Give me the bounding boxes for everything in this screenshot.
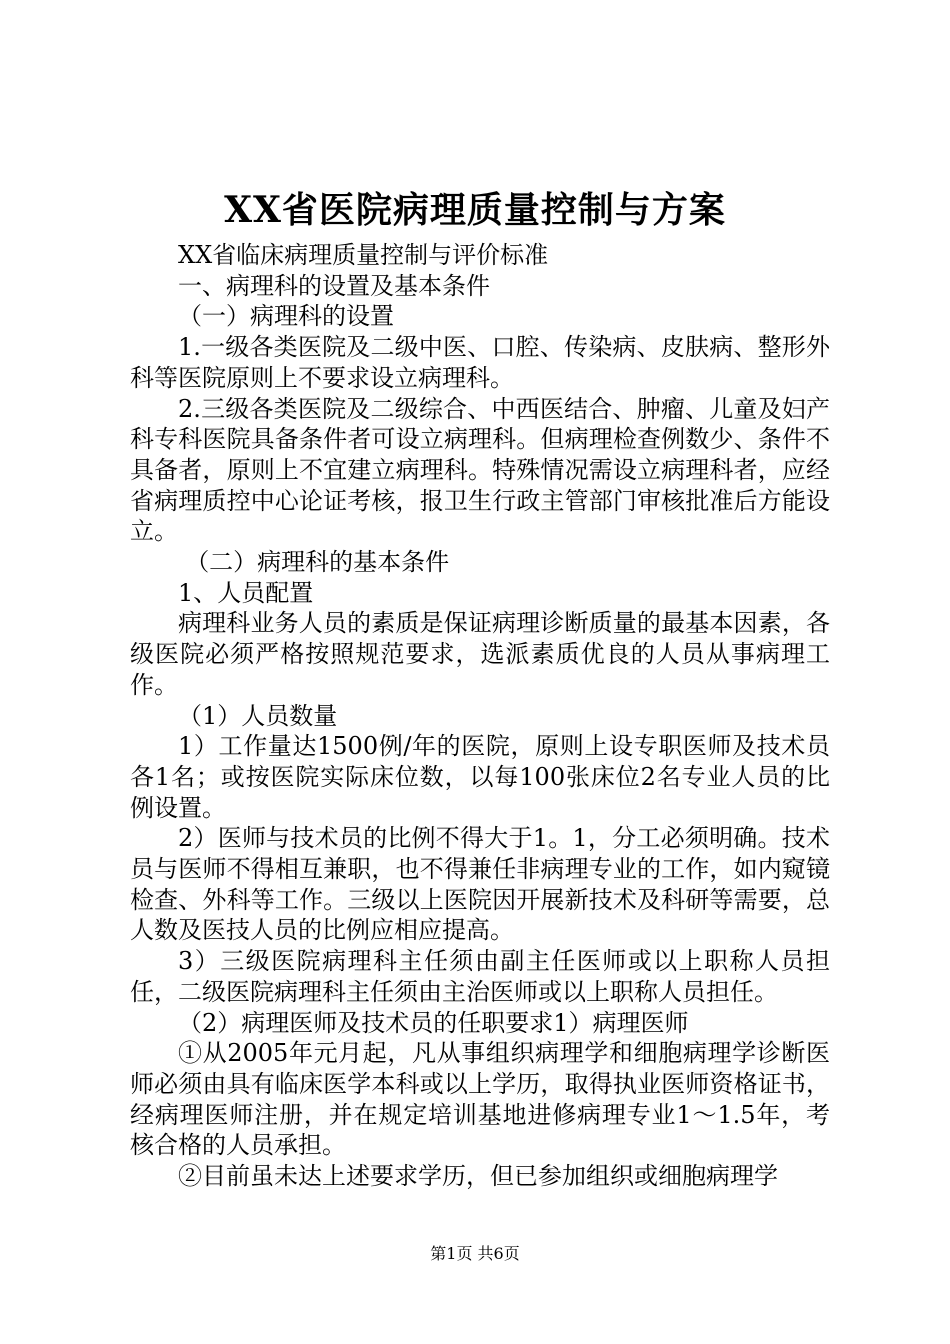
subsection-heading: （一）病理科的设置 [178, 302, 394, 331]
body-paragraph: ②目前虽未达上述要求学历，但已参加组织或细胞病理学 [178, 1162, 778, 1191]
subtitle-paragraph: XX省临床病理质量控制与评价标准 [178, 241, 549, 269]
body-paragraph: 1）工作量达1500例/年的医院，原则上设专职医师及技术员各1名；或按医院实际床位数，以每100张床位2名专业人员的比例设置。 [130, 732, 830, 822]
document-body [130, 240, 830, 1192]
body-paragraph: ①从2005年元月起，凡从事组织病理学和细胞病理学诊断医师必须由具有临床医学本科或以上学历，取得执业医师资格证书，经病理医师注册，并在规定培训基地进修病理专业1～1.5年，考核合格的人员承担。 [130, 1039, 830, 1160]
item-heading: （1）人员数量 [178, 701, 338, 730]
subsection-heading: （二）病理科的基本条件 [185, 548, 450, 577]
item-heading: 1、人员配置 [178, 578, 314, 607]
page-title: XX省医院病理质量控制与方案 [224, 189, 726, 231]
body-paragraph: 病理科业务人员的素质是保证病理诊断质量的最基本因素，各级医院必须严格按照规范要求，选派素质优良的人员从事病理工作。 [130, 609, 830, 699]
body-paragraph: 1.一级各类医院及二级中医、口腔、传染病、皮肤病、整形外科等医院原则上不要求设立病理科。 [130, 333, 830, 392]
section-heading: 一、病理科的设置及基本条件 [178, 271, 490, 300]
body-paragraph: 2.三级各类医院及二级综合、中西医结合、肿瘤、儿童及妇产科专科医院具备条件者可设立病理科。但病理检查例数少、条件不具备者，原则上不宜建立病理科。特殊情况需设立病理科者，应经省病理质控中心论证考核，报卫生行政主管部门审核批准后方能设立。 [130, 394, 830, 546]
item-heading: （2）病理医师及技术员的任职要求1）病理医师 [178, 1008, 689, 1037]
body-paragraph: 2）医师与技术员的比例不得大于1。1，分工必须明确。技术员与医师不得相互兼职，也不得兼任非病理专业的工作，如内窥镜检查、外科等工作。三级以上医院因开展新技术及科研等需要，总人数及医技人员的比例应相应提高。 [130, 824, 830, 945]
body-paragraph: 3）三级医院病理科主任须由副主任医师或以上职称人员担任，二级医院病理科主任须由主治医师或以上职称人员担任。 [130, 947, 830, 1006]
page-footer: 第1页 共6页 [430, 1244, 520, 1263]
